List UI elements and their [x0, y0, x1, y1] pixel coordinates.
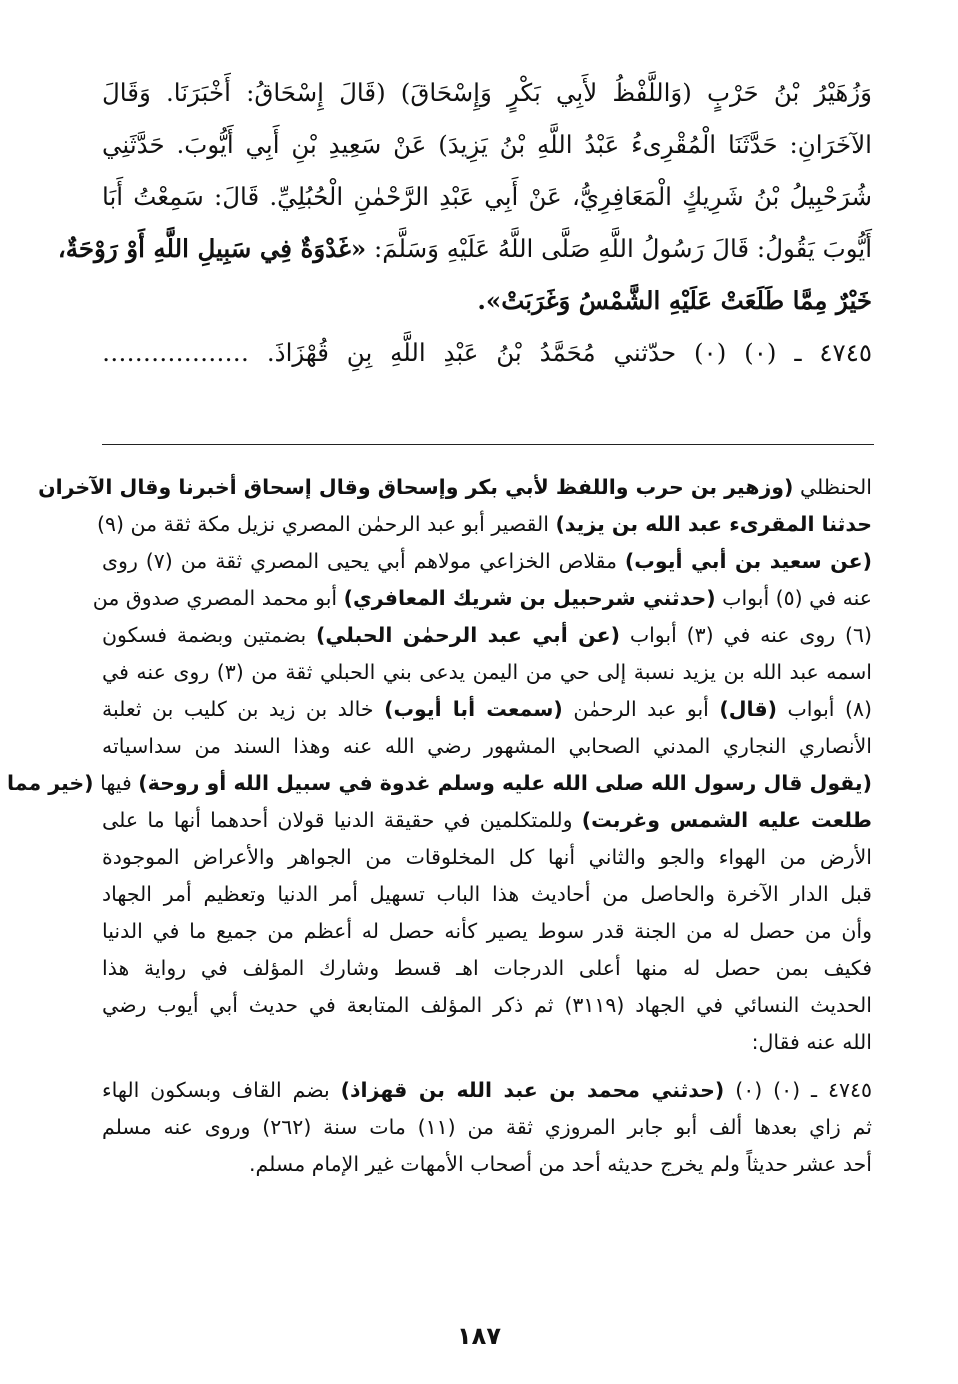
main-text-line: [102, 286, 872, 315]
footnote-quote: (سمعت أبا أيوب): [384, 697, 563, 721]
footnote-line: [102, 660, 872, 685]
footnote-text: مقلاص الخزاعي مولاهم أبي يحيى المصري ثقة من (٧) روى: [102, 549, 617, 573]
footnote-text: الحديث النسائي في الجهاد (٣١١٩) ثم ذكر المؤلف المتابعة في حديث أبي أيوب رضي: [102, 993, 872, 1017]
footnote-quote: حدثنا المقرىء عبد الله بن يزيد): [555, 512, 872, 536]
footnote-text: الله عنه فقال:: [751, 1030, 872, 1054]
next-hadith-heading: ٤٧٤٥ ـ (٠) (٠) حدّثني مُحَمَّدُ بْنُ عَبْدِ اللَّهِ بِنِ قُهْزَاذَ.: [266, 338, 873, 367]
footnote-text: القصير أبو عبد الرحمٰن المصري نزيل مكة ثقة من (٩): [96, 512, 549, 536]
main-text-line-content: وَزُهَيْرُ بْنُ حَرْبٍ (وَاللَّفْظُ لأَبِي بَكْرٍ وَإِسْحَاقَ) (قَالَ إِسْحَاقُ: أَخْبَرَنَا. وَقَالَ: [102, 78, 872, 107]
footnote-quote: (يقول قال رسول الله صلى الله عليه وسلم غدوة في سبيل الله أو روحة): [138, 771, 872, 795]
footnote-line: [102, 956, 872, 981]
footnote-text: (٦) روى عنه في (٣) أبواب: [629, 623, 872, 647]
footnote-line: [102, 623, 872, 648]
page-number: ١٨٧: [457, 1322, 501, 1350]
footnote-quote: (قال): [719, 697, 777, 721]
footnote-line: [102, 845, 872, 870]
footnote-quote: (وزهير بن حرب واللفظ لأبي بكر وإسحاق وقال إسحاق أخبرنا وقال الآخران: [38, 475, 794, 499]
hadith-text-bold: خَيْرٌ مِمَّا طَلَعَتْ عَلَيْهِ الشَّمْسُ وَغَرَبَتْ».: [477, 286, 872, 315]
footnote-separator: [102, 444, 874, 445]
footnote-text: فكيف بمن حصل له منها أعلى الدرجات اهـ قسط وشارك المؤلف في رواية هذا: [102, 956, 872, 980]
main-text-line: [102, 130, 872, 159]
footnote-text: بضم القاف وبسكون الهاء: [102, 1078, 330, 1102]
footnote-text: عنه في (٥) أبواب: [722, 586, 872, 610]
footnote-line: [102, 1152, 872, 1177]
footnote-text: أحد عشر حديثاً ولم يخرج حديثه أحد من أصحاب الأمهات غير الإمام مسلم.: [248, 1152, 872, 1176]
footnote-text: ثم زاي بعدها ألف أبو جابر المروزي ثقة من (١١) مات سنة (٢٦٢) وروى عنه مسلم: [102, 1115, 872, 1139]
footnote-text: أبو محمد المصري صدوق من: [92, 586, 338, 610]
hadith-text-bold: «غَدْوَةٌ فِي سَبِيلِ اللَّهِ أَوْ رَوْحَةٌ،: [57, 234, 367, 263]
footnote-line: [102, 1078, 872, 1103]
footnote-quote: طلعت عليه الشمس وغربت): [581, 808, 872, 832]
footnote-text: الأرض من الهواء والجو والثاني أنها كل المخلوقات من الجواهر والأعراض الموجودة: [102, 845, 872, 869]
footnote-text: خالد بن زيد بن كليب بن ثعلبة: [102, 697, 374, 721]
footnote-text: ٤٧٤٥ ـ (٠) (٠): [735, 1078, 872, 1102]
footnote-quote: (خير مما: [7, 771, 94, 795]
footnote-text: وأن من حصل له من الجنة قدر سوط يصير كأنه حصل له أعظم من جميع ما في الدنيا: [102, 919, 872, 943]
footnote-line: [38, 475, 872, 500]
footnote-line: [102, 882, 872, 907]
footnote-line: [102, 1030, 872, 1055]
footnote-text: الأنصاري النجاري المدني الصحابي المشهور رضي الله عنه وهذا السند من سداسياته: [102, 734, 872, 758]
footnote-quote: (حدثني شرحبيل بن شريك المعافري): [343, 586, 716, 610]
footnote-text: أبو عبد الرحمٰن: [573, 697, 709, 721]
footnote-line: [102, 808, 872, 833]
main-text-line-content: شُرَحْبِيلُ بْنُ شَرِيكٍ الْمَعَافِرِيُّ، عَنْ أَبِي عَبْدِ الرَّحْمٰنِ الْحُبُلِيِّ. قَالَ: سَمِعْتُ أَبَا: [102, 182, 872, 211]
footnote-line: [96, 512, 872, 537]
main-text-line: [102, 78, 872, 107]
footnote-text: فيها: [100, 771, 132, 795]
footnote-text: بضمتين وبضمة فسكون: [102, 623, 307, 647]
footnote-line: [102, 549, 872, 574]
footnote-line: [102, 993, 872, 1018]
footnote-text: الحنظلي: [799, 475, 872, 499]
footnote-quote: (حدثني محمد بن عبد الله بن قهزاذ): [340, 1078, 725, 1102]
footnote-text: (٨) أبواب: [787, 697, 872, 721]
ellipsis-dots: ………………: [102, 338, 249, 367]
main-text-line-content: الآخَرَانِ: حَدَّثَنَا الْمُقْرِىءُ عَبْدُ اللَّهِ بْنُ يَزِيدَ) عَنْ سَعِيدِ بْنِ أَبِي أَيُّوبَ. حَدَّثَنِي: [102, 130, 872, 159]
footnote-line: [102, 919, 872, 944]
next-hadith-line: [102, 338, 872, 367]
footnote-text: وللمتكلمين في حقيقة الدنيا قولان أحدهما أنها ما على: [102, 808, 573, 832]
main-text-line-content: أَيُّوبَ يَقُولُ: قَالَ رَسُولُ اللَّهِ صَلَّى اللَّهُ عَلَيْهِ وَسَلَّمَ:: [373, 234, 872, 263]
footnote-line: [92, 586, 872, 611]
footnote-line: [102, 734, 872, 759]
footnote-quote: (عن أبي عبد الرحمٰن الحبلي): [316, 623, 620, 647]
footnote-quote: (عن سعيد بن أبي أيوب): [624, 549, 872, 573]
footnote-text: قبل الدار الآخرة والحاصل من أحاديث هذا الباب تسهيل أمر الدنيا وتعظيم أمر الجهاد: [102, 882, 872, 906]
main-text-line: [102, 182, 872, 211]
footnote-text: اسمه عبد الله بن يزيد نسبة إلى حي من اليمن يدعى بني الحبلي ثقة من (٣) روى عنه في: [102, 660, 872, 684]
footnote-line: [102, 1115, 872, 1140]
footnote-line: [102, 697, 872, 722]
footnote-line: [7, 771, 872, 796]
main-text-line: [57, 234, 872, 263]
